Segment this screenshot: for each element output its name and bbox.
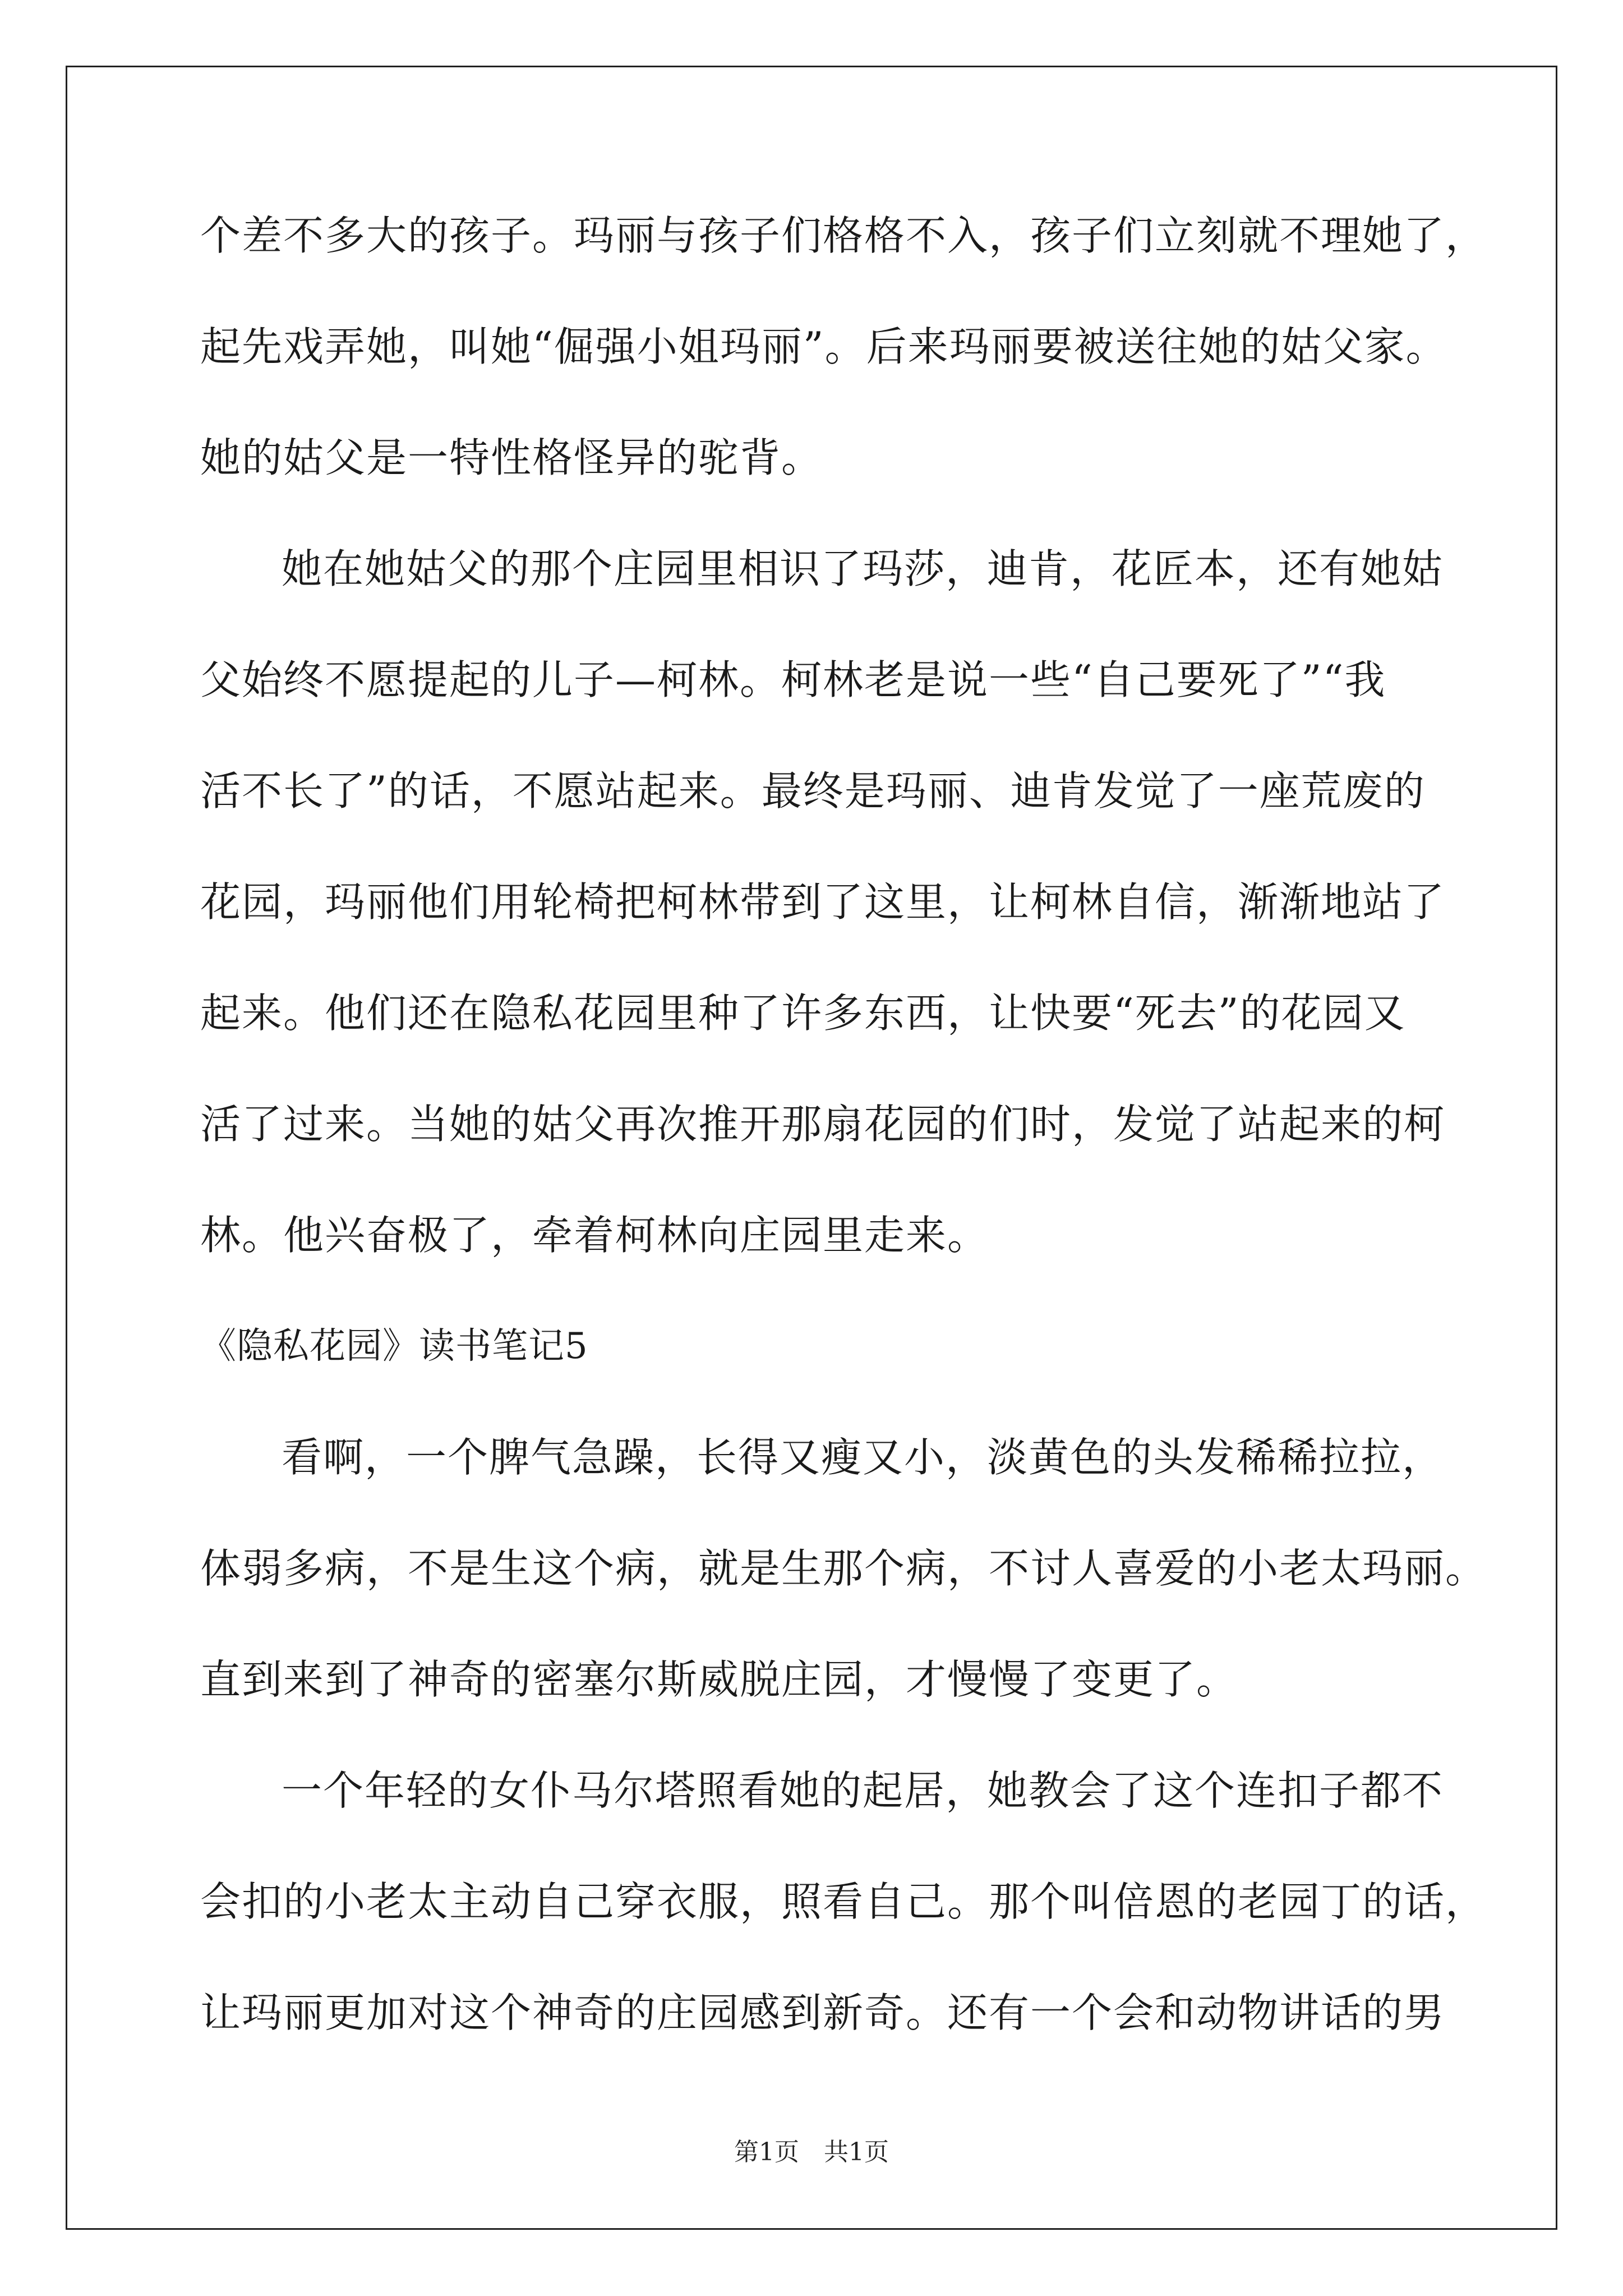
text-line: 父始终不愿提起的儿子—柯林。柯林老是说一些“自己要死了”“我	[200, 656, 1386, 703]
text-line: 直到来到了神奇的密塞尔斯威脱庄园，才慢慢了变更了。	[200, 1656, 1238, 1703]
text-line: 个差不多大的孩子。玛丽与孩子们格格不入，孩子们立刻就不理她了，	[200, 212, 1487, 259]
text-line: 她的姑父是一特性格怪异的驼背。	[200, 434, 823, 481]
text-line: 体弱多病，不是生这个病，就是生那个病，不讨人喜爱的小老太玛丽。	[200, 1545, 1487, 1592]
text-line: 活了过来。当她的姑父再次推开那扇花园的们时，发觉了站起来的柯	[200, 1101, 1446, 1148]
text-line: 林。他兴奋极了，牵着柯林向庄园里走来。	[200, 1212, 989, 1259]
text-line: 活不长了”的话，不愿站起来。最终是玛丽、迪肯发觉了一座荒废的	[200, 767, 1426, 815]
paragraph-start-line: 一个年轻的女仆马尔塔照看她的起居，她教会了这个连扣子都不	[282, 1767, 1444, 1814]
text-line: 花园，玛丽他们用轮椅把柯林带到了这里，让柯林自信，渐渐地站了	[200, 878, 1446, 926]
text-line: 会扣的小老太主动自己穿衣服，照看自己。那个叫倍恩的老园丁的话，	[200, 1878, 1487, 1925]
document-body	[200, 202, 1487, 2090]
text-line: 起来。他们还在隐私花园里种了许多东西，让快要“死去”的花园又	[200, 990, 1406, 1037]
text-line: 起先戏弄她，叫她“倔强小姐玛丽”。后来玛丽要被送往她的姑父家。	[200, 323, 1447, 370]
text-line: 让玛丽更加对这个神奇的庄园感到新奇。还有一个会和动物讲话的男	[200, 1989, 1446, 2036]
page-footer: 第1页 共1页	[734, 2138, 889, 2166]
section-heading: 《隐私花园》读书笔记5	[200, 1326, 588, 1367]
paragraph-start-line: 她在她姑父的那个庄园里相识了玛莎，迪肯，花匠本，还有她姑	[282, 545, 1444, 592]
paragraph-start-line: 看啊，一个脾气急躁，长得又瘦又小，淡黄色的头发稀稀拉拉，	[282, 1434, 1444, 1481]
